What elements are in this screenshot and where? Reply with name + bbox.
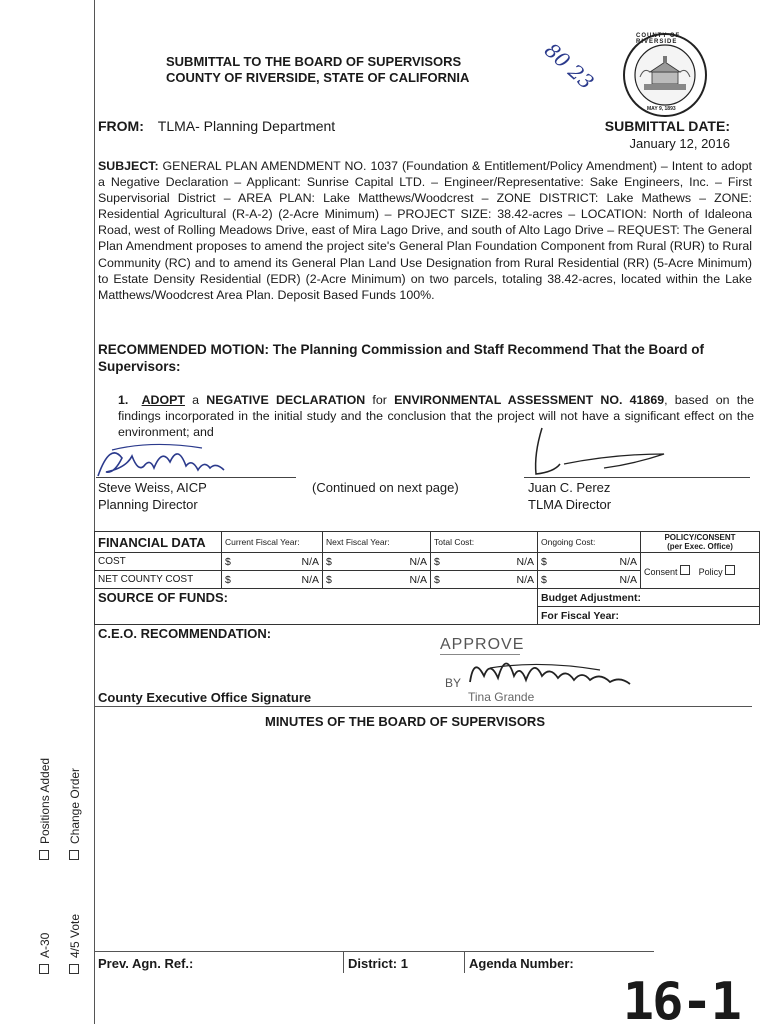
dollar: $ <box>225 573 231 586</box>
dollar: $ <box>326 555 332 568</box>
a30-text: A-30 <box>38 932 52 958</box>
document-header <box>166 54 469 86</box>
submittal-date-value: January 12, 2016 <box>629 136 730 151</box>
value: N/A <box>301 555 319 568</box>
vote-label <box>68 914 82 974</box>
from-label: FROM: <box>98 118 144 134</box>
header-policy-consent <box>641 532 760 553</box>
ceo-divider <box>94 706 752 707</box>
header-total-cost: Total Cost: <box>431 532 538 553</box>
submittal-date-label: SUBMITTAL DATE: <box>604 118 730 134</box>
submittal-date-block <box>605 118 730 152</box>
cell <box>222 553 323 571</box>
subject-label: SUBJECT: <box>98 159 159 173</box>
right-signatory <box>528 479 611 513</box>
change-order-checkbox[interactable] <box>69 850 79 860</box>
subject-text: GENERAL PLAN AMENDMENT NO. 1037 (Foundation & Entitlement/Policy Amendment) – Intent to adopt a Negative Declaration – Applicant: Sunrise Capital LTD. – Engineer/Representative: Sake Engineers, Inc. – First Supervisorial District – AREA PLAN: Lake Matthews/Woodcrest – ZONE DISTRICT: Lake Mathews – ZONE: Residential Agricultural (R-A-2) (2-Acre Minimum) – PROJECT SIZE: 38.42-acres – LOCATION: North of Idaleona Road, west of Rolling Meadows Drive, east of Mira Lago Drive, and south of Alto Lago Drive – REQUEST: The General Plan Amendment proposes to amend the project site's General Plan Foundation Component from Rural (RUR) to Rural Community (RC) and to amend its General Plan Land Use Designation from Rural Residential (RR) (5-Acre Minimum) to Estate Density Residential (EDR) (2-Acre Minimum) on two parcels, totaling 38.42-acres, located within the Lake Matthews/Woodcrest Area Plan. Deposit Based Funds 100%. <box>98 159 752 302</box>
left-margin-line <box>94 0 95 1024</box>
handwritten-number: 80 23 <box>539 38 599 95</box>
consent-label: Consent <box>644 566 678 577</box>
source-of-funds-row <box>95 589 760 607</box>
item-number: 1. <box>118 393 129 407</box>
value: N/A <box>301 573 319 586</box>
financial-title: FINANCIAL DATA <box>95 532 222 553</box>
positions-added-label <box>38 758 52 860</box>
vote-checkbox[interactable] <box>69 964 79 974</box>
dollar: $ <box>541 573 547 586</box>
seal-text: COUNTY OF RIVERSIDE <box>636 33 681 45</box>
cell <box>222 571 323 589</box>
agenda-number-label: Agenda Number: <box>469 956 574 971</box>
budget-adjustment: Budget Adjustment: <box>538 589 760 607</box>
value: N/A <box>619 573 637 586</box>
change-order-label <box>68 768 82 860</box>
by-label: BY <box>445 676 462 690</box>
cell <box>538 553 641 571</box>
item-verb: ADOPT <box>141 393 185 407</box>
right-name: Juan C. Perez <box>528 480 611 495</box>
row-label: COST <box>95 553 222 571</box>
financial-header-row <box>95 532 760 553</box>
dollar: $ <box>434 573 440 586</box>
header-next-fy: Next Fiscal Year: <box>323 532 431 553</box>
bottom-separator-2 <box>464 951 465 973</box>
value: N/A <box>409 573 427 586</box>
item-rest-b: for <box>365 393 395 407</box>
a30-label <box>38 933 52 974</box>
item-rest-c: , based on the findings incorporated in the initial study and the conclusion that the project will not have a significant effect on the environment; and <box>118 393 754 439</box>
policy-header-1: POLICY/CONSENT <box>664 533 736 542</box>
consent-policy-cell <box>641 553 760 589</box>
right-title: TLMA Director <box>528 497 612 512</box>
consent-checkbox[interactable] <box>680 565 690 575</box>
header-line-1: SUBMITTAL TO THE BOARD OF SUPERVISORS <box>166 54 462 69</box>
left-name: Steve Weiss, AICP <box>98 480 207 495</box>
cell <box>323 553 431 571</box>
source-of-funds: SOURCE OF FUNDS: <box>95 589 538 625</box>
left-signature-line <box>96 477 296 478</box>
cell <box>538 571 641 589</box>
header-ongoing-cost: Ongoing Cost: <box>538 532 641 553</box>
seal-date: MAY 9, 1893 <box>647 106 676 112</box>
header-current-fy: Current Fiscal Year: <box>222 532 323 553</box>
bottom-divider <box>94 951 654 952</box>
continued-note: (Continued on next page) <box>312 480 459 495</box>
right-signature-line <box>524 477 750 478</box>
policy-checkbox[interactable] <box>725 565 735 575</box>
dollar: $ <box>225 555 231 568</box>
item-bold-a: NEGATIVE DECLARATION <box>206 393 366 407</box>
value: N/A <box>516 573 534 586</box>
bottom-separator-1 <box>343 951 344 973</box>
change-order-text: Change Order <box>68 767 82 844</box>
ceo-signature-label: County Executive Office Signature <box>98 690 312 705</box>
minutes-heading: MINUTES OF THE BOARD OF SUPERVISORS <box>264 714 545 729</box>
value: N/A <box>619 555 637 568</box>
a30-checkbox[interactable] <box>39 964 49 974</box>
agenda-page-number: 16-1 <box>622 972 740 1032</box>
dollar: $ <box>541 555 547 568</box>
county-seal <box>622 32 708 118</box>
cell <box>323 571 431 589</box>
cell <box>431 553 538 571</box>
item-bold-b: ENVIRONMENTAL ASSESSMENT NO. 41869 <box>394 393 665 407</box>
value: N/A <box>409 555 427 568</box>
left-title: Planning Director <box>98 497 198 512</box>
item-rest-a: a <box>184 393 207 407</box>
recommended-motion: RECOMMENDED MOTION: The Planning Commission and Staff Recommend That the Board of Supervisors: <box>98 342 705 374</box>
from-value: TLMA- Planning Department <box>157 118 336 134</box>
ceo-signer-name: Tina Grande <box>468 690 535 704</box>
left-signatory <box>98 479 207 513</box>
right-signature <box>524 424 674 482</box>
policy-label: Policy <box>698 566 723 577</box>
financial-row-cost <box>95 553 760 571</box>
value: N/A <box>516 555 534 568</box>
row-label: NET COUNTY COST <box>95 571 222 589</box>
approve-stamp: APPROVE <box>440 636 525 653</box>
subject-paragraph <box>98 158 752 303</box>
prev-agn-ref: Prev. Agn. Ref.: <box>98 956 194 971</box>
dollar: $ <box>326 573 332 586</box>
ceo-signature <box>460 646 640 694</box>
from-line <box>98 118 335 134</box>
ceo-recommendation-label: C.E.O. RECOMMENDATION: <box>98 626 272 641</box>
for-fiscal-year: For Fiscal Year: <box>538 607 760 625</box>
dollar: $ <box>434 555 440 568</box>
cell <box>431 571 538 589</box>
policy-header-2: (per Exec. Office) <box>667 542 733 551</box>
header-line-2: COUNTY OF RIVERSIDE, STATE OF CALIFORNIA <box>166 70 470 85</box>
positions-added-checkbox[interactable] <box>39 850 49 860</box>
district: District: 1 <box>348 956 408 971</box>
left-signature <box>92 438 242 482</box>
vote-text: 4/5 Vote <box>68 913 82 958</box>
positions-added-text: Positions Added <box>38 757 52 844</box>
financial-data-table <box>94 531 760 625</box>
